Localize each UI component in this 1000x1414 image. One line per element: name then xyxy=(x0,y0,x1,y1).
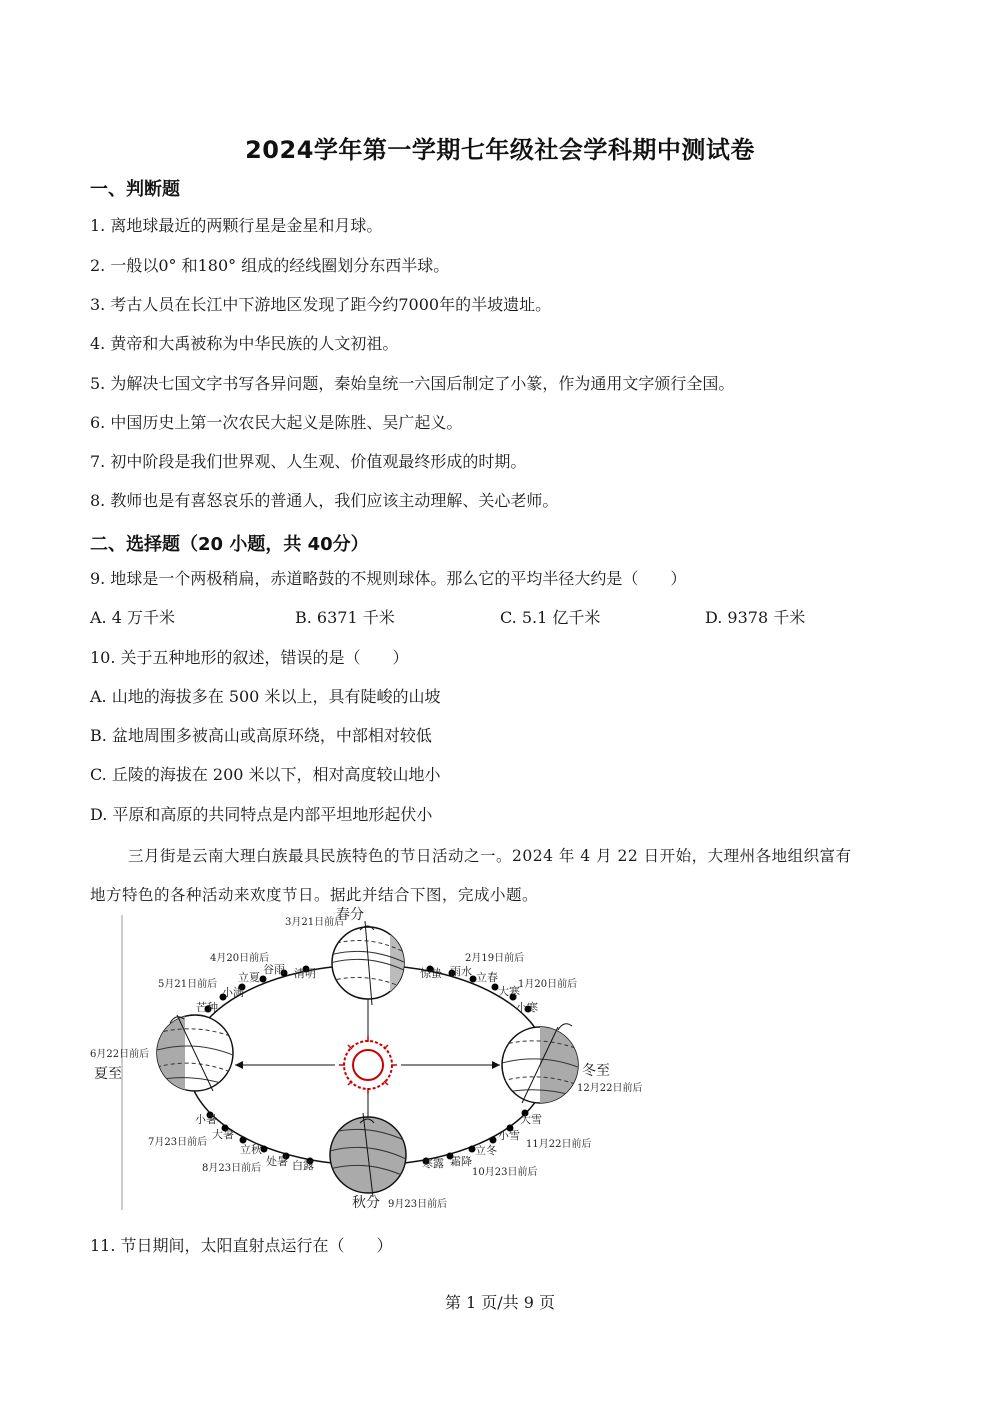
date-apr20: 4月20日前后 xyxy=(210,953,270,964)
term-yushui: 雨水 xyxy=(450,965,472,978)
term-mangzhong: 芒种 xyxy=(196,1001,218,1014)
q10-option-a: A. 山地的海拔多在 500 米以上，具有陡峻的山坡 xyxy=(90,687,441,706)
arrowhead-right xyxy=(492,1061,500,1069)
date-winter: 12月22日前后 xyxy=(577,1083,643,1094)
exam-title: 2024学年第一学期七年级社会学科期中测试卷 xyxy=(245,136,755,164)
question-11-stem: 11. 节日期间，太阳直射点运行在（ ） xyxy=(90,1236,393,1255)
term-chushu: 处暑 xyxy=(266,1155,288,1168)
date-summer: 6月22日前后 xyxy=(90,1049,150,1060)
term-daxue: 大雪 xyxy=(520,1113,542,1126)
date-spring: 3月21日前后 xyxy=(285,917,345,928)
page-footer: 第 1 页/共 9 页 xyxy=(444,1293,556,1312)
section-heading-judgement: 一、判断题 xyxy=(90,179,180,200)
term-liqiu: 立秋 xyxy=(240,1143,262,1156)
sun-icon xyxy=(339,1036,397,1094)
date-autumn: 9月23日前后 xyxy=(388,1199,448,1210)
term-jingzhe: 惊蛰 xyxy=(420,967,442,980)
q10-option-c: C. 丘陵的海拔在 200 米以下，相对高度较山地小 xyxy=(90,765,441,784)
q10-option-d: D. 平原和高原的共同特点是内部平坦地形起伏小 xyxy=(90,805,433,824)
term-lichun: 立春 xyxy=(476,971,498,984)
q9-option-d: D. 9378 千米 xyxy=(705,608,806,627)
earth-revolution-diagram xyxy=(80,905,660,1215)
date-feb19: 2月19日前后 xyxy=(465,953,525,964)
q9-option-b: B. 6371 千米 xyxy=(295,608,395,627)
question-9-stem: 9. 地球是一个两极稍扁，赤道略鼓的不规则球体。那么它的平均半径大约是（ ） xyxy=(90,569,687,588)
term-xiaohan: 小寒 xyxy=(516,1001,538,1014)
term-shuangjiang: 霜降 xyxy=(450,1155,472,1168)
passage-line-2: 地方特色的各种活动来欢度节日。据此并结合下图，完成小题。 xyxy=(90,886,539,904)
orbit-dot xyxy=(490,1137,497,1144)
q10-option-b: B. 盆地周围多被高山或高原环绕，中部相对较低 xyxy=(90,726,432,745)
term-dahan: 大寒 xyxy=(498,985,520,998)
term-qingming: 清明 xyxy=(294,967,316,980)
globe-summer-solstice xyxy=(157,1013,233,1093)
judge-item-4: 4. 黄帝和大禹被称为中华民族的人文初祖。 xyxy=(90,334,399,353)
date-oct23: 10月23日前后 xyxy=(472,1167,538,1178)
term-guyu: 谷雨 xyxy=(263,963,285,976)
label-spring: 春分 xyxy=(336,907,364,923)
label-winter: 冬至 xyxy=(582,1063,610,1079)
date-may21: 5月21日前后 xyxy=(158,979,218,990)
label-summer: 夏至 xyxy=(94,1066,122,1082)
judge-item-7: 7. 初中阶段是我们世界观、人生观、价值观最终形成的时期。 xyxy=(90,452,527,471)
section-heading-choice: 二、选择题（20 小题，共 40分） xyxy=(90,534,369,555)
term-lidong: 立冬 xyxy=(475,1144,497,1157)
globe-winter-solstice xyxy=(502,1024,580,1105)
term-bailu: 白露 xyxy=(292,1159,314,1172)
term-xiaoman: 小满 xyxy=(222,986,244,999)
date-aug23: 8月23日前后 xyxy=(202,1163,262,1174)
q9-option-a: A. 4 万千米 xyxy=(90,608,175,627)
globe-spring-equinox xyxy=(330,921,420,1005)
term-xiaoxue: 小雪 xyxy=(498,1129,520,1142)
globe-autumn-equinox xyxy=(330,1113,406,1197)
label-autumn: 秋分 xyxy=(352,1195,380,1211)
orbit-dot xyxy=(260,976,267,983)
judge-item-8: 8. 教师也是有喜怒哀乐的普通人，我们应该主动理解、关心老师。 xyxy=(90,491,559,510)
passage-line-1: 三月街是云南大理白族最具民族特色的节日活动之一。2024 年 4 月 22 日开始，大理州各地组织富有 xyxy=(128,847,852,865)
judge-item-2: 2. 一般以0° 和180° 组成的经线圈划分东西半球。 xyxy=(90,256,450,275)
judge-item-6: 6. 中国历史上第一次农民大起义是陈胜、吴广起义。 xyxy=(90,413,463,432)
date-jan20: 1月20日前后 xyxy=(518,979,578,990)
judge-item-5: 5. 为解决七国文字书写各异问题，秦始皇统一六国后制定了小篆，作为通用文字颁行全国。 xyxy=(90,374,735,393)
date-nov22: 11月22日前后 xyxy=(526,1139,592,1150)
question-10-stem: 10. 关于五种地形的叙述，错误的是（ ） xyxy=(90,648,409,667)
judge-item-1: 1. 离地球最近的两颗行星是金星和月球。 xyxy=(90,216,383,235)
term-dashu: 大暑 xyxy=(212,1128,234,1141)
judge-item-3: 3. 考古人员在长江中下游地区发现了距今约7000年的半坡遗址。 xyxy=(90,295,552,314)
term-hanlu: 寒露 xyxy=(422,1157,444,1170)
date-jul23: 7月23日前后 xyxy=(148,1137,208,1148)
term-xiaoshu: 小暑 xyxy=(195,1113,217,1126)
q9-option-c: C. 5.1 亿千米 xyxy=(500,608,601,627)
term-lixia: 立夏 xyxy=(238,971,260,984)
arrowhead-left xyxy=(235,1061,243,1069)
